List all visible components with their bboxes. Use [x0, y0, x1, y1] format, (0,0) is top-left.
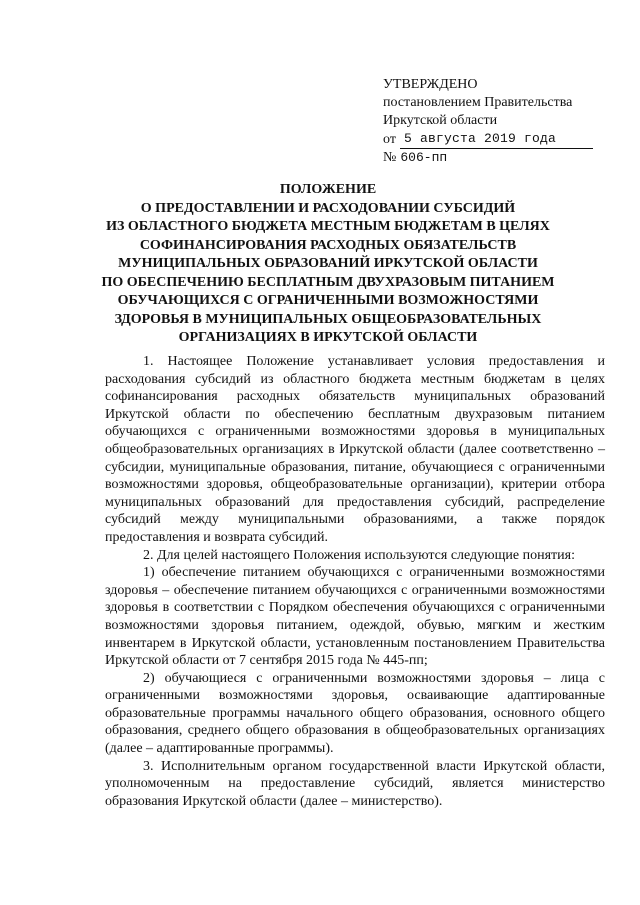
title-line: О ПРЕДОСТАВЛЕНИИ И РАСХОДОВАНИИ СУБСИДИЙ [140, 200, 516, 216]
approval-number-value: 606-пп [400, 150, 448, 165]
paragraph-2-item-2: 2) обучающиеся с ограниченными возможностями здоровья – лица с ограниченными возможностями здоровья, осваивающие адаптированные образовательные программы начального общего образования, основного общего образования, среднего общего образования в общеобразовательных организациях (далее – адаптированные программы). [105, 670, 605, 757]
title-line: ПОЛОЖЕНИЕ [279, 182, 377, 197]
approval-block [383, 76, 593, 167]
approval-number-line [383, 149, 593, 167]
paragraph-3: 3. Исполнительным органом государственной власти Иркутской области, уполномоченным на предоставление субсидий, является министерство образования Иркутской области (далее – министерство). [105, 758, 605, 809]
title-line: ОРГАНИЗАЦИЯХ В ИРКУТСКОЙ ОБЛАСТИ [178, 330, 478, 345]
document-title [80, 181, 576, 348]
paragraph-1: 1. Настоящее Положение устанавливает условия предоставления и расходования субсидий из областного бюджета местным бюджетам в целях софинансирования расходных обязательств муниципальных образований Иркутской области по обеспечению бесплатным двухразовым питанием обучающихся с ограниченными возможностями здоровья в муниципальных общеобразовательных организациях в Иркутской области (далее соответственно – субсидии, муниципальные образования, питание, обучающиеся с ограниченными возможностями здоровья, общеобразовательные организации), критерии отбора муниципальных образований для предоставления субсидий, распределение субсидий между муниципальными образованиями, а также порядок предоставления и возврата субсидий. [105, 354, 605, 545]
paragraph-2-item-1: 1) обеспечение питанием обучающихся с ограниченными возможностями здоровья – обеспечение питанием обучающихся с ограниченными возможностями здоровья в соответствии с Порядком обеспечения обучающихся с ограниченными возможностями здоровья питанием, одеждой, обувью, мягким и жестким инвентарем в Иркутской области, установленным постановлением Правительства Иркутской области от 7 сентября 2015 года № 445-пп; [105, 565, 605, 669]
approval-date-value: 5 августа 2019 года [400, 130, 593, 149]
paragraph-2: 2. Для целей настоящего Положения используются следующие понятия: [143, 547, 575, 563]
approval-date-line [383, 130, 593, 149]
approval-line-1: постановлением Правительства [383, 95, 573, 110]
document-body [105, 353, 605, 810]
approval-number-prefix: № [383, 150, 397, 165]
approval-date-prefix: от [383, 132, 396, 147]
title-line: ПО ОБЕСПЕЧЕНИЮ БЕСПЛАТНЫМ ДВУХРАЗОВЫМ ПИТАНИЕМ [101, 274, 555, 290]
approval-line-2: Иркутской области [383, 113, 498, 128]
title-line: СОФИНАНСИРОВАНИЯ РАСХОДНЫХ ОБЯЗАТЕЛЬСТВ [139, 237, 517, 253]
title-line: ОБУЧАЮЩИХСЯ С ОГРАНИЧЕННЫМИ ВОЗМОЖНОСТЯМИ [117, 293, 539, 308]
title-line: МУНИЦИПАЛЬНЫХ ОБРАЗОВАНИЙ ИРКУТСКОЙ ОБЛАСТИ [118, 256, 538, 271]
title-line: ИЗ ОБЛАСТНОГО БЮДЖЕТА МЕСТНЫМ БЮДЖЕТАМ В ЦЕЛЯХ [106, 219, 550, 234]
approval-heading: УТВЕРЖДЕНО [383, 77, 478, 92]
title-line: ЗДОРОВЬЯ В МУНИЦИПАЛЬНЫХ ОБЩЕОБРАЗОВАТЕЛЬНЫХ [114, 311, 542, 327]
